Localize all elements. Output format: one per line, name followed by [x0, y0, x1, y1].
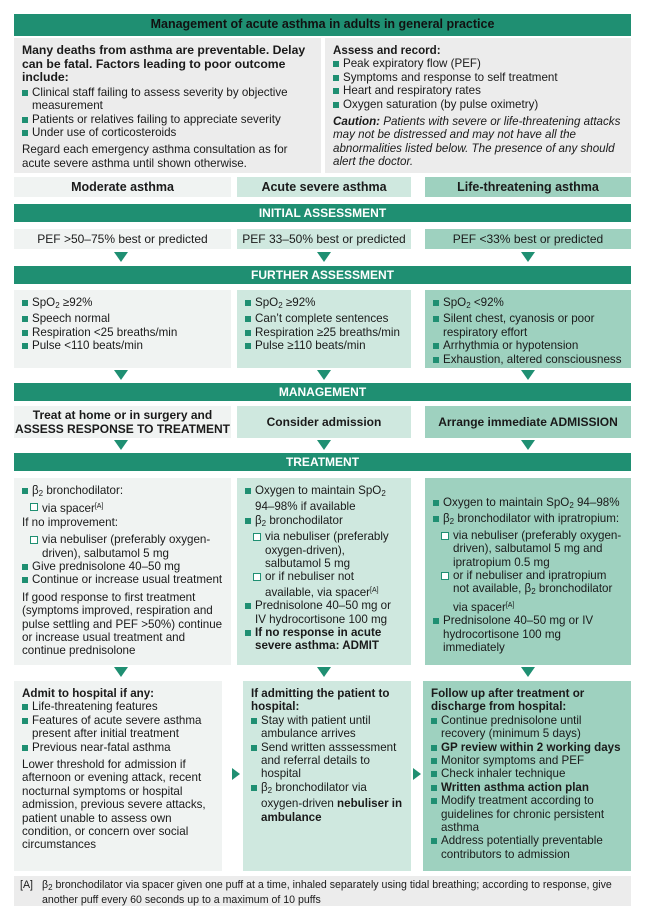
footnote [14, 876, 631, 906]
arrow-down-icon [521, 370, 535, 380]
arrow-right-icon [232, 768, 240, 780]
further-item: Can’t complete sentences [245, 312, 403, 325]
admit-item: Previous near-fatal asthma [22, 741, 214, 754]
admit-hospital-box [14, 681, 222, 871]
lower-threshold-note: Lower threshold for admission if afternoon or evening attack, recent nocturnal symptoms or hospital admission, previous severe attacks, patient unable to assess own condition, or concern over social circumstances [22, 758, 206, 852]
spo2-item: SpO$_2$ ≥92% [245, 296, 403, 312]
nebuliser-item: via nebuliser (preferably oxygen-driven), salbutamol 5 mg [245, 530, 403, 570]
follow-up-item: Continue prednisolone until recovery (minimum 5 days) [431, 714, 623, 741]
treatment-life-box [425, 478, 631, 665]
b2-heading: $\beta_2$ bronchodilator [245, 514, 403, 530]
spo2-item: SpO$_2$ <92% [433, 296, 623, 312]
admitting-heading: If admitting the patient to hospital: [251, 687, 390, 714]
arrow-down-icon [521, 440, 535, 450]
nebuliser-item: via nebuliser (preferably oxygen-driven), salbutamol 5 mg and ipratropium 0.5 mg [433, 529, 623, 569]
admitting-item: Stay with patient until ambulance arrives [251, 714, 403, 741]
prednisolone-item: Prednisolone 40–50 mg or IV hydrocortisone 100 mg [245, 599, 403, 626]
caution-label: Caution: [333, 115, 381, 129]
management-severe: Consider admission [237, 406, 411, 438]
factor-item: Patients or relatives failing to appreciate severity [22, 113, 313, 126]
prednisolone-item: Prednisolone 40–50 mg or IV hydrocortisone 100 mg immediately [433, 614, 623, 654]
arrow-down-icon [521, 667, 535, 677]
column-header-moderate: Moderate asthma [14, 177, 231, 197]
further-item: Exhaustion, altered consciousness [433, 353, 623, 366]
follow-up-item: Modify treatment according to guidelines for chronic persistent asthma [431, 794, 623, 834]
further-life-box [425, 290, 631, 368]
treatment-severe-box [237, 478, 411, 665]
further-item: Arrhythmia or hypotension [433, 339, 623, 352]
arrow-down-icon [521, 252, 535, 262]
follow-up-item: Check inhaler technique [431, 767, 623, 780]
pef-moderate: PEF >50–75% best or predicted [14, 229, 231, 249]
assess-item: Heart and respiratory rates [333, 84, 623, 97]
factor-item: Under use of corticosteroids [22, 126, 313, 139]
assess-item: Oxygen saturation (by pulse oximetry) [333, 98, 623, 111]
further-item: Silent chest, cyanosis or poor respiratory effort [433, 312, 623, 339]
follow-up-box [423, 681, 631, 871]
treatment-moderate-box [14, 478, 231, 665]
assess-box [325, 38, 631, 173]
factor-item: Clinical staff failing to assess severity by objective measurement [22, 86, 313, 113]
further-moderate-box [14, 290, 231, 368]
management-moderate: Treat at home or in surgery and ASSESS RESPONSE TO TREATMENT [15, 408, 230, 436]
arrow-down-icon [114, 440, 128, 450]
b2-heading: $\beta_2$ bronchodilator: [22, 484, 223, 500]
arrow-down-icon [317, 440, 331, 450]
follow-up-heading: Follow up after treatment or discharge from hospital: [431, 687, 585, 714]
further-severe-box [237, 290, 411, 368]
management-life: Arrange immediate ADMISSION [425, 406, 631, 438]
caution-note [333, 115, 623, 169]
arrow-right-icon [413, 768, 421, 780]
oxygen-item: Oxygen to maintain SpO$_2$ 94–98% if available [245, 484, 403, 514]
admitting-patient-box [243, 681, 411, 871]
initial-assessment-bar: INITIAL ASSESSMENT [14, 204, 631, 222]
column-header-life-threatening: Life-threatening asthma [425, 177, 631, 197]
arrow-down-icon [114, 370, 128, 380]
intro-heading: Many deaths from asthma are preventable. Delay can be fatal. Factors leading to poor outcome include: [22, 43, 306, 85]
admitting-item: $\beta_2$ bronchodilator via oxygen-driven nebuliser in ambulance [251, 781, 403, 824]
admit-heading: Admit to hospital if any: [22, 687, 155, 700]
treatment-item: Continue or increase usual treatment [22, 573, 223, 586]
further-item: Respiration ≥25 breaths/min [245, 326, 403, 339]
good-response-note: If good response to first treatment (symptoms improved, respiration and pulse settling and PEF >50%) continue or increase usual treatment and continue prednisolone [22, 590, 223, 658]
caution-text: Patients with severe or life-threatening attacks may not be distressed and may not have all the abnormalities listed below. The presence of any should alert the doctor. [333, 115, 621, 169]
follow-up-item: Monitor symptoms and PEF [431, 754, 623, 767]
management-bar: MANAGEMENT [14, 383, 631, 401]
oxygen-item: Oxygen to maintain SpO$_2$ 94–98% [433, 496, 623, 512]
intro-note: Regard each emergency asthma consultation as for acute severe asthma until shown otherwise. [22, 143, 288, 170]
spacer-item: via spacer[A] [22, 500, 223, 515]
assess-item: Peak expiratory flow (PEF) [333, 57, 623, 70]
column-header-severe: Acute severe asthma [237, 177, 411, 197]
follow-up-item: GP review within 2 working days [431, 741, 623, 754]
intro-box [14, 38, 321, 173]
arrow-down-icon [114, 667, 128, 677]
footnote-text: $\beta_2$ bronchodilator via spacer given one puff at a time, inhaled separately using tidal breathing; according to response, give another puff every 60 seconds up to a maximum of 10 puffs [42, 879, 612, 906]
page-title: Management of acute asthma in adults in general practice [14, 14, 631, 36]
follow-up-item: Written asthma action plan [431, 781, 623, 794]
b2-heading: $\beta_2$ bronchodilator with ipratropium: [433, 512, 623, 528]
further-item: Pulse ≥110 beats/min [245, 339, 403, 352]
pef-life-threatening: PEF <33% best or predicted [425, 229, 631, 249]
treatment-bar: TREATMENT [14, 453, 631, 471]
footnote-label: [A] [20, 879, 33, 891]
or-spacer-item: or if nebuliser and ipratropium not available, $\beta_2$ bronchodilator via spacer[A] [433, 569, 623, 614]
treatment-item: Give prednisolone 40–50 mg [22, 560, 223, 573]
admitting-item: Send written asssessment and referral details to hospital [251, 741, 403, 781]
admit-item: Features of acute severe asthma present after initial treatment [22, 714, 214, 741]
further-assessment-bar: FURTHER ASSESSMENT [14, 266, 631, 284]
spo2-item: SpO$_2$ ≥92% [22, 296, 223, 312]
admit-item: If no response in acute severe asthma: ADMIT [245, 626, 403, 653]
or-spacer-item: or if nebuliser not available, via spacer[A] [245, 570, 403, 599]
arrow-down-icon [317, 667, 331, 677]
pef-severe: PEF 33–50% best or predicted [237, 229, 411, 249]
further-item: Respiration <25 breaths/min [22, 326, 223, 339]
admit-item: Life-threatening features [22, 700, 214, 713]
further-item: Speech normal [22, 312, 223, 325]
nebuliser-item: via nebuliser (preferably oxygen-driven), salbutamol 5 mg [22, 533, 223, 560]
further-item: Pulse <110 beats/min [22, 339, 223, 352]
arrow-down-icon [317, 370, 331, 380]
assess-item: Symptoms and response to self treatment [333, 71, 623, 84]
no-improvement-label: If no improvement: [22, 515, 119, 529]
follow-up-item: Address potentially preventable contributors to admission [431, 834, 623, 861]
arrow-down-icon [114, 252, 128, 262]
assess-heading: Assess and record: [333, 44, 441, 57]
arrow-down-icon [317, 252, 331, 262]
